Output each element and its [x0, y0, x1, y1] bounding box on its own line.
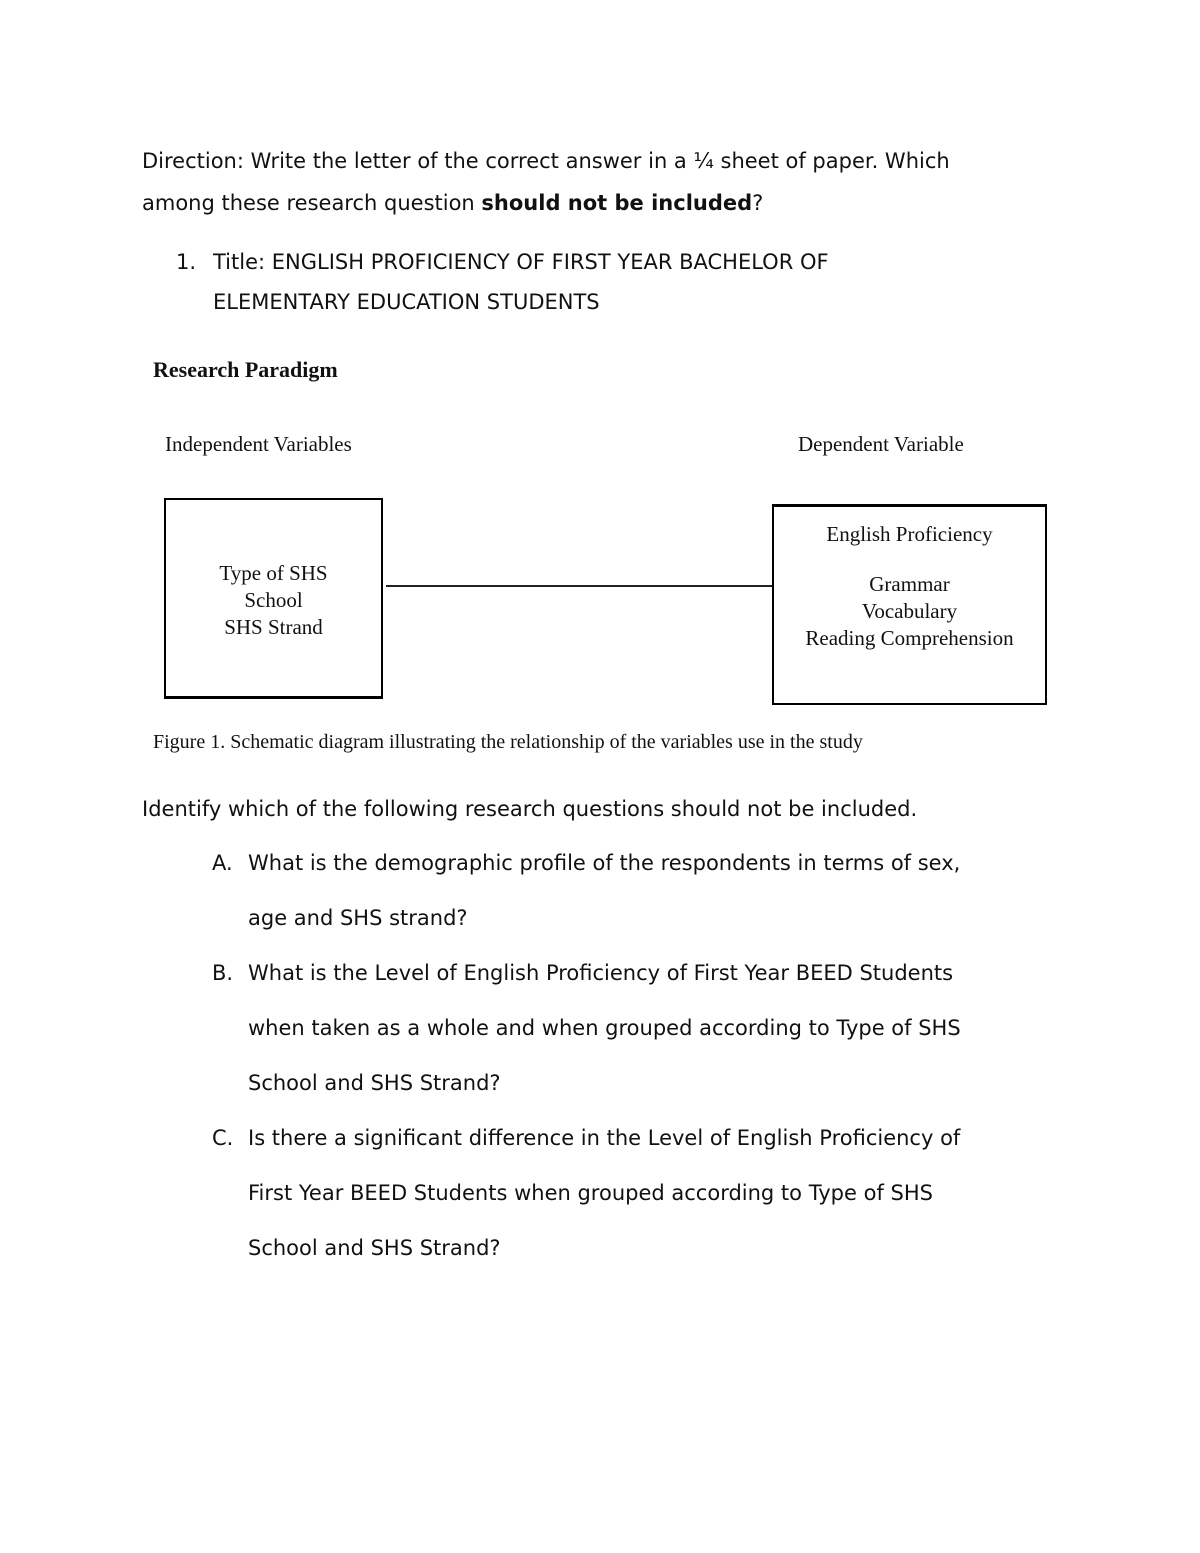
item-title: Title: ENGLISH PROFICIENCY OF FIRST YEAR BACHELOR OF ELEMENTARY EDUCATION STUDENTS	[213, 250, 829, 314]
choice-letter: B.	[212, 961, 234, 985]
connector-line	[386, 585, 772, 587]
dependent-variable-label: Dependent Variable	[798, 432, 964, 456]
emphasis-text: should not be included	[481, 191, 753, 215]
choice-letter: C.	[212, 1126, 234, 1150]
independent-variables-box	[164, 498, 383, 699]
dependent-variable-title: English Proficiency	[826, 522, 993, 546]
direction-line-2: among these research question should not be included?	[142, 191, 764, 215]
independent-variables-label: Independent Variables	[165, 432, 352, 456]
dependent-variable-box	[772, 504, 1047, 705]
independent-variables-list: Type of SHS School SHS Strand	[219, 561, 328, 639]
direction-text	[142, 140, 950, 224]
question-prompt: Identify which of the following research questions should not be included.	[142, 797, 918, 821]
dependent-variable-dimensions: Grammar Vocabulary Reading Comprehension	[805, 572, 1014, 650]
choice-letter: A.	[212, 851, 233, 875]
choice-text: Is there a significant difference in the Level of English Proficiency of First Year BEED Students when grouped according to Type of SHS School and SHS Strand?	[248, 1126, 961, 1260]
paradigm-heading: Research Paradigm	[153, 357, 338, 382]
choice-text: What is the demographic profile of the respondents in terms of sex, age and SHS strand?	[248, 851, 961, 930]
direction-line-1: Direction: Write the letter of the correct answer in a ¼ sheet of paper. Which	[142, 149, 950, 173]
item-number: 1.	[176, 250, 197, 274]
choice-text: What is the Level of English Proficiency of First Year BEED Students when taken as a whole and when grouped according to Type of SHS School and SHS Strand?	[248, 961, 961, 1095]
figure-caption: Figure 1. Schematic diagram illustrating the relationship of the variables use in the study	[153, 731, 863, 753]
